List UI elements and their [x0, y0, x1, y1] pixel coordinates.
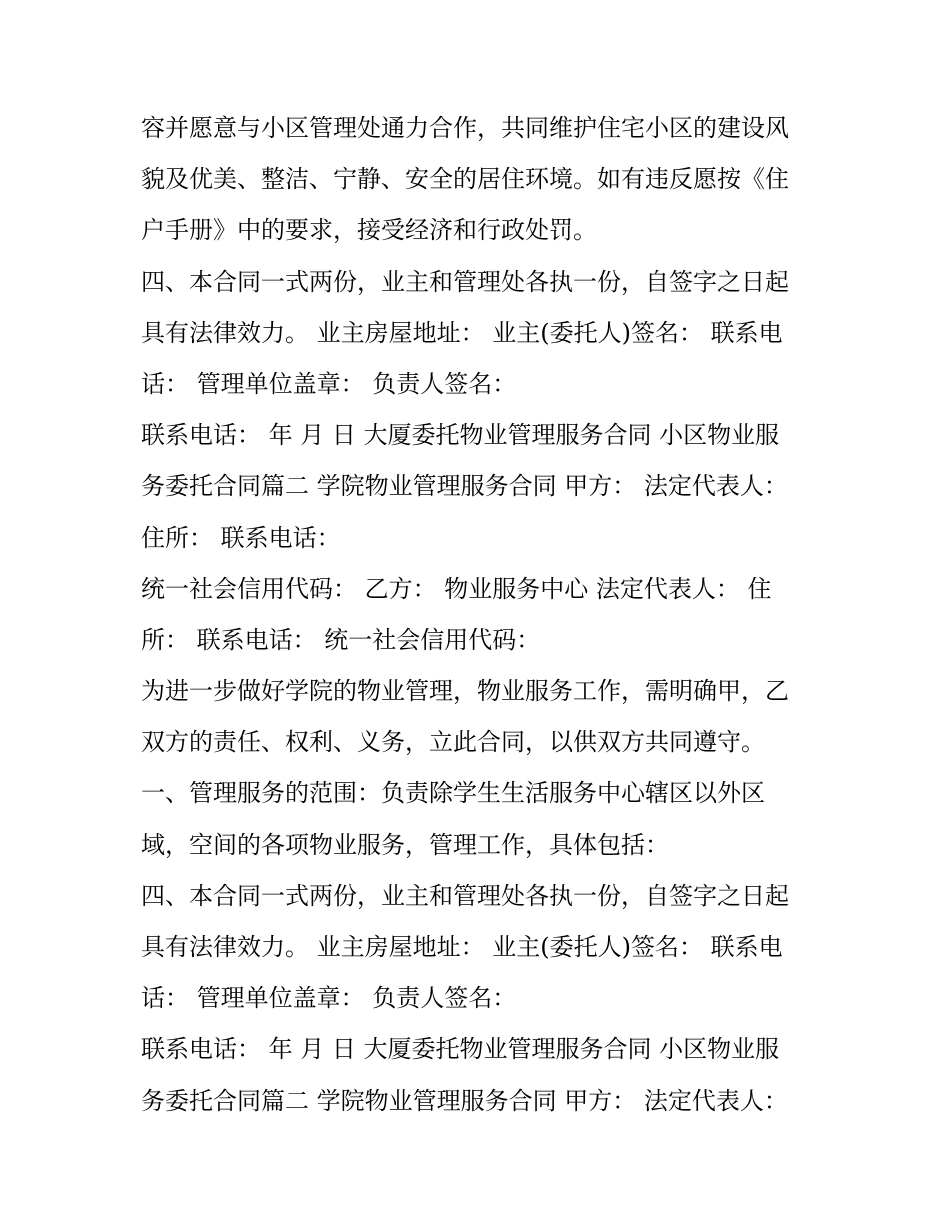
text-line: 话： 管理单位盖章： 负责人签名：: [141, 984, 517, 1013]
text-line: 一、管理服务的范围：负责除学生生活服务中心辖区以外区: [141, 779, 765, 808]
text-line: 联系电话： 年 月 日 大厦委托物业管理服务合同 小区物业服: [141, 421, 780, 450]
text-line: 容并愿意与小区管理处通力合作，共同维护住宅小区的建设风: [141, 114, 789, 142]
text-line: 统一社会信用代码： 乙方： 物业服务中心 法定代表人： 住: [141, 574, 772, 603]
text-line: 域，空间的各项物业服务，管理工作，具体包括：: [141, 830, 669, 859]
text-line: 具有法律效力。 业主房屋地址： 业主(委托人)签名： 联系电: [141, 318, 783, 347]
text-line: 话： 管理单位盖章： 负责人签名：: [141, 369, 517, 398]
text-line: 四、本合同一式两份，业主和管理处各执一份，自签字之日起: [141, 881, 789, 910]
text-line: 住所： 联系电话：: [141, 523, 341, 552]
text-line: 四、本合同一式两份，业主和管理处各执一份，自签字之日起: [141, 267, 789, 296]
text-line: 为进一步做好学院的物业管理，物业服务工作，需明确甲，乙: [141, 677, 789, 706]
text-line: 户手册》中的要求，接受经济和行政处罚。: [141, 216, 597, 245]
document-body: [141, 103, 821, 1127]
text-line: 双方的责任、权利、义务，立此合同，以供双方共同遵守。: [141, 728, 765, 757]
text-line: 务委托合同篇二 学院物业管理服务合同 甲方： 法定代表人：: [141, 472, 788, 501]
text-line: 务委托合同篇二 学院物业管理服务合同 甲方： 法定代表人：: [141, 1086, 788, 1115]
text-line: 联系电话： 年 月 日 大厦委托物业管理服务合同 小区物业服: [141, 1035, 780, 1064]
text-line: 貌及优美、整洁、宁静、安全的居住环境。如有违反愿按《住: [141, 165, 789, 194]
text-line: 所： 联系电话： 统一社会信用代码：: [141, 625, 541, 654]
text-line: 具有法律效力。 业主房屋地址： 业主(委托人)签名： 联系电: [141, 933, 783, 961]
